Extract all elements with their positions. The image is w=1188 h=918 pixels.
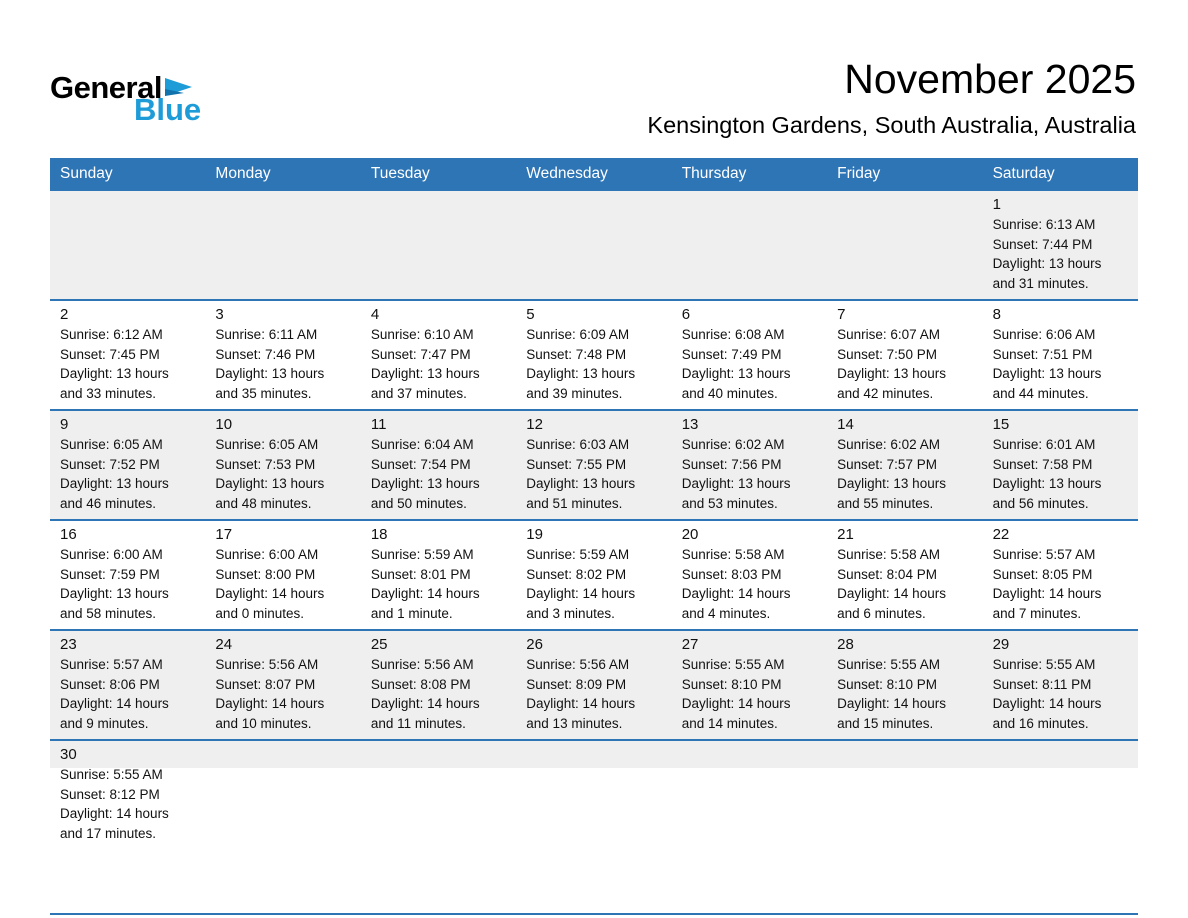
general-blue-logo <box>50 72 201 125</box>
day-detail-line: Sunset: 7:53 PM <box>215 456 316 472</box>
empty-day-cell <box>516 741 671 913</box>
day-detail-line: Daylight: 13 hours <box>526 476 636 491</box>
day-number: 16 <box>60 526 77 543</box>
day-detail-line: Daylight: 14 hours <box>992 586 1102 601</box>
day-detail-line: Sunrise: 6:04 AM <box>370 437 474 452</box>
day-detail-line: Sunrise: 5:55 AM <box>992 657 1096 672</box>
empty-day-cell <box>361 741 516 913</box>
day-detail-line: Sunset: 8:11 PM <box>992 676 1092 692</box>
day-detail-line: Sunrise: 6:09 AM <box>526 327 630 342</box>
day-detail-line: and 48 minutes. <box>215 495 312 511</box>
day-detail-line: and 9 minutes. <box>60 715 149 731</box>
day-detail-line: Sunrise: 6:01 AM <box>992 437 1096 452</box>
day-number: 11 <box>370 416 387 433</box>
week-row <box>50 299 1138 409</box>
day-detail-line: and 51 minutes. <box>526 495 623 511</box>
day-detail-line: and 11 minutes. <box>370 715 466 731</box>
day-detail-line: Sunset: 7:51 PM <box>992 346 1093 362</box>
day-number: 10 <box>215 416 233 433</box>
title-block <box>647 56 1136 138</box>
day-cell <box>672 411 827 519</box>
day-cell <box>827 631 982 739</box>
day-detail-line: and 0 minutes. <box>215 605 304 621</box>
day-detail-line: Sunset: 7:50 PM <box>837 346 937 362</box>
day-cell <box>983 411 1138 519</box>
day-detail-line: Daylight: 14 hours <box>60 696 169 711</box>
week-row <box>50 629 1138 739</box>
day-detail-line: Sunrise: 6:02 AM <box>681 437 785 452</box>
day-detail-line: Daylight: 14 hours <box>60 806 169 821</box>
day-detail-line: Sunset: 8:00 PM <box>215 566 316 582</box>
day-detail-line: Daylight: 13 hours <box>837 366 946 381</box>
week-row <box>50 409 1138 519</box>
week-row <box>50 739 1138 913</box>
day-cell <box>361 301 516 409</box>
day-detail-line: Daylight: 14 hours <box>837 696 946 711</box>
day-detail-line: Daylight: 14 hours <box>215 586 325 601</box>
day-cell <box>516 631 671 739</box>
day-detail-line: and 42 minutes. <box>837 385 934 401</box>
day-detail-line: Sunset: 8:10 PM <box>837 676 937 692</box>
day-cell <box>361 411 516 519</box>
day-detail-line: Sunrise: 5:58 AM <box>837 547 940 562</box>
day-detail-line: Sunrise: 6:05 AM <box>60 437 163 452</box>
page-title: November 2025 <box>844 56 1136 102</box>
day-detail-line: Sunrise: 6:08 AM <box>681 327 785 342</box>
weekday-header-wednesday: Wednesday <box>526 164 608 182</box>
day-detail-line: and 16 minutes. <box>992 715 1089 731</box>
day-detail-line: Sunrise: 6:03 AM <box>526 437 630 452</box>
day-detail-line: Sunset: 7:47 PM <box>370 346 471 362</box>
day-cell <box>50 521 205 629</box>
weekday-header-sunday: Sunday <box>60 164 113 182</box>
day-cell <box>672 631 827 739</box>
day-number: 7 <box>837 306 846 323</box>
day-detail-line: Sunset: 7:45 PM <box>60 346 160 362</box>
day-detail-line: Daylight: 13 hours <box>215 366 325 381</box>
day-cell <box>50 411 205 519</box>
day-detail-line: Daylight: 14 hours <box>681 586 791 601</box>
day-number: 28 <box>837 636 854 653</box>
day-detail-line: and 35 minutes. <box>215 385 312 401</box>
day-detail-line: and 10 minutes. <box>215 715 312 731</box>
day-detail-line: Daylight: 13 hours <box>60 476 169 491</box>
day-detail-line: Daylight: 14 hours <box>837 586 946 601</box>
empty-day-cell <box>205 741 360 913</box>
day-detail-line: Sunset: 8:10 PM <box>681 676 782 692</box>
day-detail-line: Daylight: 13 hours <box>60 586 169 601</box>
day-number: 24 <box>215 636 233 653</box>
day-cell <box>50 301 205 409</box>
day-detail-line: and 1 minute. <box>370 605 453 621</box>
day-detail-line: Sunrise: 5:57 AM <box>992 547 1096 562</box>
day-detail-line: Sunset: 8:05 PM <box>992 566 1093 582</box>
empty-day-cell <box>827 191 982 299</box>
day-detail-line: Daylight: 13 hours <box>992 366 1102 381</box>
day-number: 27 <box>681 636 699 653</box>
day-detail-line: and 14 minutes. <box>681 715 778 731</box>
weekday-header-thursday: Thursday <box>681 164 747 182</box>
day-number: 5 <box>526 306 535 323</box>
day-detail-line: and 56 minutes. <box>992 495 1089 511</box>
day-detail-line: Sunset: 7:59 PM <box>60 566 160 582</box>
day-cell <box>983 521 1138 629</box>
day-detail-line: Sunset: 7:57 PM <box>837 456 937 472</box>
day-cell <box>50 631 205 739</box>
day-detail-line: and 44 minutes. <box>992 385 1089 401</box>
day-number: 12 <box>526 416 543 433</box>
day-cell <box>672 301 827 409</box>
day-detail-line: Sunset: 7:46 PM <box>215 346 316 362</box>
day-detail-line: and 17 minutes. <box>60 825 157 841</box>
day-detail-line: Daylight: 13 hours <box>370 366 480 381</box>
day-number: 21 <box>837 526 854 543</box>
day-detail-line: Sunset: 7:44 PM <box>992 236 1093 252</box>
day-detail-line: Sunset: 7:56 PM <box>681 456 782 472</box>
day-detail-line: and 31 minutes. <box>992 275 1089 291</box>
day-detail-line: Daylight: 13 hours <box>526 366 636 381</box>
day-detail-line: and 46 minutes. <box>60 495 157 511</box>
day-number: 25 <box>370 636 388 653</box>
day-detail-line: Sunset: 7:52 PM <box>60 456 160 472</box>
day-detail-line: Daylight: 13 hours <box>370 476 480 491</box>
day-number: 22 <box>992 526 1010 543</box>
day-detail-line: and 53 minutes. <box>681 495 778 511</box>
day-detail-line: Sunrise: 5:56 AM <box>526 657 630 672</box>
day-detail-line: Sunset: 8:09 PM <box>526 676 627 692</box>
day-detail-line: and 55 minutes. <box>837 495 934 511</box>
page-subtitle: Kensington Gardens, South Australia, Australia <box>647 112 1136 138</box>
day-detail-line: and 39 minutes. <box>526 385 623 401</box>
day-detail-line: Sunset: 8:01 PM <box>370 566 471 582</box>
day-detail-line: and 50 minutes. <box>370 495 467 511</box>
day-cell <box>361 631 516 739</box>
empty-day-cell <box>983 741 1138 913</box>
day-detail-line: Sunset: 8:08 PM <box>370 676 471 692</box>
day-detail-line: Sunrise: 6:07 AM <box>837 327 940 342</box>
day-detail-line: Sunrise: 5:59 AM <box>370 547 474 562</box>
day-cell <box>50 741 205 913</box>
day-number: 30 <box>60 746 77 763</box>
day-number: 20 <box>681 526 699 543</box>
day-number: 8 <box>992 306 1001 323</box>
day-number: 1 <box>992 196 1001 213</box>
day-detail-line: Sunrise: 6:00 AM <box>60 547 163 562</box>
day-detail-line: Sunrise: 6:00 AM <box>215 547 319 562</box>
weeks-container <box>50 189 1138 913</box>
day-detail-line: Sunrise: 6:05 AM <box>215 437 319 452</box>
day-number: 13 <box>681 416 699 433</box>
day-number: 19 <box>526 526 543 543</box>
day-cell <box>516 411 671 519</box>
weekday-header-row <box>50 158 1138 189</box>
day-detail-line: Daylight: 13 hours <box>837 476 946 491</box>
day-detail-line: Sunset: 8:06 PM <box>60 676 160 692</box>
day-detail-line: and 13 minutes. <box>526 715 623 731</box>
day-detail-line: Daylight: 14 hours <box>215 696 325 711</box>
empty-day-cell <box>205 191 360 299</box>
day-number: 23 <box>60 636 77 653</box>
day-cell <box>205 631 360 739</box>
day-cell <box>827 301 982 409</box>
day-detail-line: and 4 minutes. <box>681 605 771 621</box>
day-detail-line: Sunrise: 6:13 AM <box>992 217 1096 232</box>
day-detail-line: Sunset: 8:07 PM <box>215 676 316 692</box>
day-detail-line: Sunrise: 6:02 AM <box>837 437 940 452</box>
day-detail-line: and 58 minutes. <box>60 605 157 621</box>
day-detail-line: Sunset: 7:58 PM <box>992 456 1093 472</box>
day-detail-line: and 3 minutes. <box>526 605 615 621</box>
day-detail-line: Sunset: 7:49 PM <box>681 346 782 362</box>
empty-day-cell <box>672 191 827 299</box>
day-detail-line: Sunrise: 5:55 AM <box>837 657 940 672</box>
day-detail-line: Daylight: 14 hours <box>526 586 636 601</box>
day-cell <box>827 521 982 629</box>
day-detail-line: Daylight: 13 hours <box>681 476 791 491</box>
day-number: 9 <box>60 416 69 433</box>
day-detail-line: Sunrise: 5:56 AM <box>370 657 474 672</box>
day-cell <box>983 191 1138 299</box>
day-detail-line: Sunset: 7:48 PM <box>526 346 627 362</box>
day-detail-line: Sunrise: 6:06 AM <box>992 327 1096 342</box>
day-number: 26 <box>526 636 543 653</box>
logo-text-general: General <box>50 70 162 105</box>
day-cell <box>827 411 982 519</box>
day-detail-line: Daylight: 14 hours <box>526 696 636 711</box>
week-row <box>50 189 1138 299</box>
day-detail-line: and 15 minutes. <box>837 715 934 731</box>
day-detail-line: and 40 minutes. <box>681 385 778 401</box>
day-detail-line: Sunset: 8:04 PM <box>837 566 937 582</box>
day-detail-line: Sunrise: 5:55 AM <box>681 657 785 672</box>
day-number: 17 <box>215 526 233 543</box>
day-detail-line: Sunset: 7:54 PM <box>370 456 471 472</box>
day-number: 3 <box>215 306 224 323</box>
week-row <box>50 519 1138 629</box>
day-detail-line: Sunset: 8:02 PM <box>526 566 627 582</box>
empty-day-cell <box>672 741 827 913</box>
day-cell <box>983 301 1138 409</box>
day-cell <box>516 521 671 629</box>
empty-day-cell <box>50 191 205 299</box>
day-detail-line: Daylight: 13 hours <box>60 366 169 381</box>
empty-day-cell <box>516 191 671 299</box>
day-detail-line: Sunrise: 5:59 AM <box>526 547 630 562</box>
page-header <box>0 0 1188 158</box>
day-detail-line: Daylight: 14 hours <box>370 586 480 601</box>
day-number: 6 <box>681 306 691 323</box>
day-cell <box>361 521 516 629</box>
day-detail-line: Daylight: 14 hours <box>992 696 1102 711</box>
day-detail-line: Sunrise: 6:10 AM <box>370 327 474 342</box>
day-detail-line: and 37 minutes. <box>370 385 467 401</box>
day-number: 15 <box>992 416 1010 433</box>
day-cell <box>205 411 360 519</box>
day-detail-line: Daylight: 14 hours <box>370 696 480 711</box>
empty-day-cell <box>361 191 516 299</box>
weekday-header-saturday: Saturday <box>992 164 1055 182</box>
weekday-header-tuesday: Tuesday <box>370 164 430 182</box>
day-detail-line: and 6 minutes. <box>837 605 926 621</box>
day-number: 18 <box>370 526 388 543</box>
day-number: 4 <box>370 306 380 323</box>
day-detail-line: Sunrise: 5:56 AM <box>215 657 319 672</box>
day-number: 29 <box>992 636 1010 653</box>
day-cell <box>205 521 360 629</box>
day-detail-line: Sunset: 7:55 PM <box>526 456 627 472</box>
day-detail-line: and 33 minutes. <box>60 385 157 401</box>
weekday-header-friday: Friday <box>837 164 881 182</box>
day-number: 14 <box>837 416 854 433</box>
day-cell <box>205 301 360 409</box>
day-detail-line: Sunrise: 5:55 AM <box>60 767 163 782</box>
day-detail-line: Sunrise: 6:11 AM <box>215 327 318 342</box>
day-cell <box>516 301 671 409</box>
day-cell <box>983 631 1138 739</box>
day-detail-line: and 7 minutes. <box>992 605 1082 621</box>
day-detail-line: Daylight: 13 hours <box>215 476 325 491</box>
day-detail-line: Sunrise: 6:12 AM <box>60 327 163 342</box>
day-detail-line: Daylight: 13 hours <box>992 256 1102 271</box>
day-cell <box>672 521 827 629</box>
day-detail-line: Sunrise: 5:58 AM <box>681 547 785 562</box>
day-detail-line: Daylight: 13 hours <box>992 476 1102 491</box>
day-detail-line: Sunset: 8:12 PM <box>60 786 160 802</box>
weekday-header-monday: Monday <box>215 164 271 182</box>
day-detail-line: Daylight: 14 hours <box>681 696 791 711</box>
day-number: 2 <box>60 306 69 323</box>
logo-text-blue: Blue <box>134 92 202 127</box>
empty-day-cell <box>827 741 982 913</box>
day-detail-line: Sunset: 8:03 PM <box>681 566 782 582</box>
day-detail-line: Daylight: 13 hours <box>681 366 791 381</box>
calendar-grid <box>50 158 1138 915</box>
day-detail-line: Sunrise: 5:57 AM <box>60 657 163 672</box>
